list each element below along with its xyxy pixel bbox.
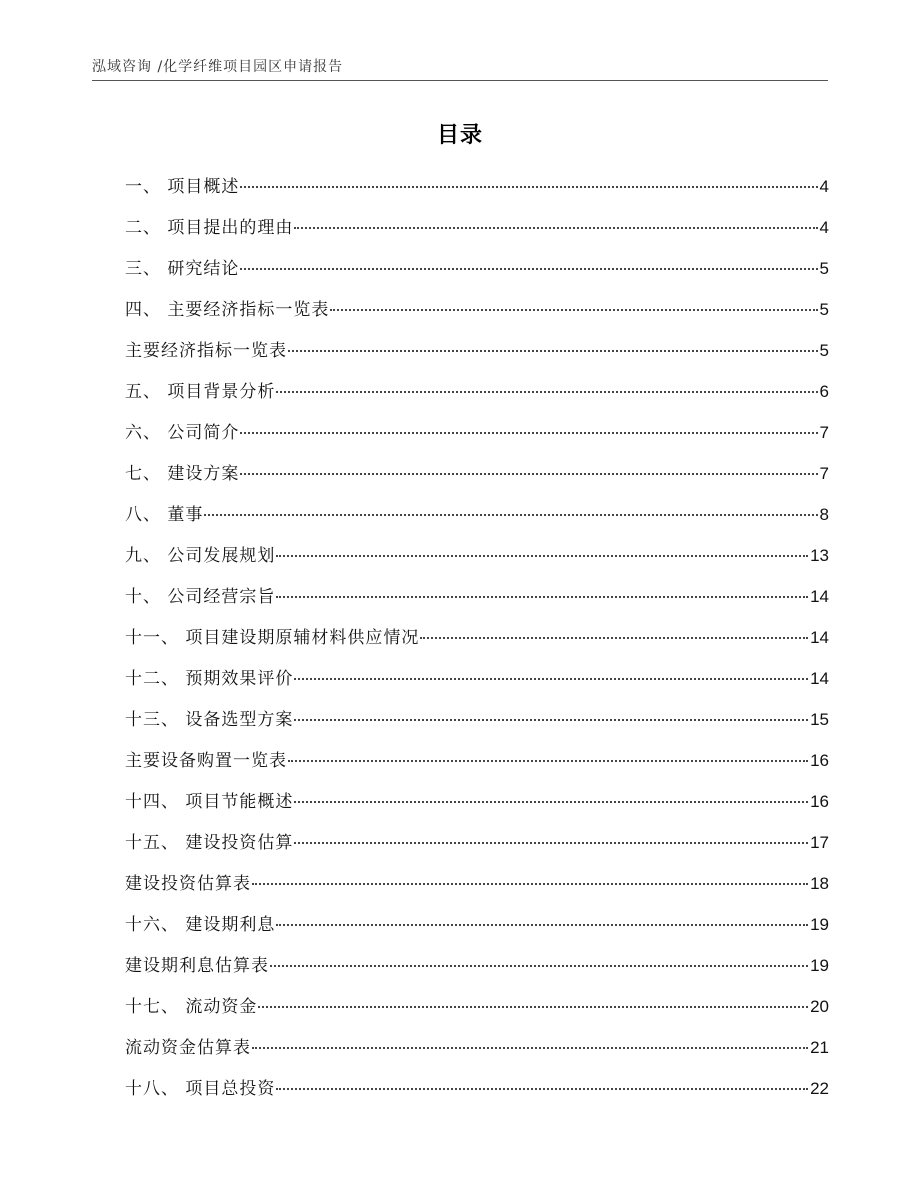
header-rule: [92, 80, 828, 81]
toc-title: 目录: [436, 123, 483, 148]
toc-entry-label: 九、 公司发展规划: [125, 546, 276, 566]
toc-entry-page: 15: [810, 710, 829, 729]
dot-leader: [258, 1006, 808, 1008]
toc-entry-page: 21: [810, 1038, 829, 1057]
toc-entry-label: 一、 项目概述: [125, 177, 240, 197]
toc-entry[interactable]: [125, 581, 829, 622]
toc-entry-page: 7: [819, 423, 829, 442]
toc-entry-page: 16: [810, 751, 829, 770]
toc-entry-label: 十一、 项目建设期原辅材料供应情况: [125, 628, 420, 648]
dot-leader: [294, 842, 808, 844]
dot-leader: [276, 391, 817, 393]
toc-entry-page: 19: [810, 956, 829, 975]
toc-entry-page: 18: [810, 874, 829, 893]
toc-entry-label: 十七、 流动资金: [125, 997, 258, 1017]
dot-leader: [276, 596, 808, 598]
toc-entry[interactable]: [125, 950, 829, 991]
dot-leader: [240, 268, 817, 270]
toc-entry-label: 主要经济指标一览表: [125, 341, 287, 361]
toc-entry-label: 八、 董事: [125, 505, 204, 525]
toc-entry[interactable]: [125, 171, 829, 212]
toc-entry-label: 七、 建设方案: [125, 464, 240, 484]
dot-leader: [294, 719, 808, 721]
toc-entry-label: 流动资金估算表: [125, 1038, 251, 1058]
toc-entry-label: 十四、 项目节能概述: [125, 792, 294, 812]
dot-leader: [294, 801, 808, 803]
dot-leader: [420, 637, 808, 639]
toc-entry[interactable]: [125, 540, 829, 581]
dot-leader: [288, 350, 818, 352]
dot-leader: [288, 760, 808, 762]
dot-leader: [270, 965, 808, 967]
toc-entry[interactable]: [125, 909, 829, 950]
toc-entry[interactable]: [125, 417, 829, 458]
dot-leader: [294, 678, 808, 680]
toc-entry-page: 6: [819, 382, 829, 401]
dot-leader: [276, 924, 808, 926]
toc-entry[interactable]: [125, 1073, 829, 1114]
toc-entry-page: 17: [810, 833, 829, 852]
dot-leader: [276, 1088, 808, 1090]
dot-leader: [252, 883, 808, 885]
toc-entry-page: 19: [810, 915, 829, 934]
toc-entry-label: 主要设备购置一览表: [125, 751, 287, 771]
toc-entry[interactable]: [125, 335, 829, 376]
toc-entry-page: 14: [810, 628, 829, 647]
toc-entry[interactable]: [125, 622, 829, 663]
toc-entry[interactable]: [125, 745, 829, 786]
dot-leader: [240, 186, 817, 188]
toc-entry[interactable]: [125, 786, 829, 827]
toc-entry-page: 20: [810, 997, 829, 1016]
toc-entry[interactable]: [125, 294, 829, 335]
dot-leader: [294, 227, 817, 229]
toc-entry[interactable]: [125, 704, 829, 745]
toc-entry-page: 14: [810, 669, 829, 688]
toc-entry[interactable]: [125, 499, 829, 540]
toc-entry-page: 8: [819, 505, 829, 524]
toc-entry-label: 四、 主要经济指标一览表: [125, 300, 330, 320]
toc-entry-label: 十三、 设备选型方案: [125, 710, 294, 730]
toc-entry-label: 建设投资估算表: [125, 874, 251, 894]
dot-leader: [330, 309, 817, 311]
toc-entry-page: 13: [810, 546, 829, 565]
toc-entry-label: 三、 研究结论: [125, 259, 240, 279]
toc-entry-label: 十二、 预期效果评价: [125, 669, 294, 689]
toc-entry[interactable]: [125, 868, 829, 909]
dot-leader: [252, 1047, 808, 1049]
toc-entry-page: 4: [819, 177, 829, 196]
toc-entry-page: 7: [819, 464, 829, 483]
toc-entry-label: 五、 项目背景分析: [125, 382, 276, 402]
running-header: 泓域咨询 /化学纤维项目园区申请报告: [92, 59, 344, 75]
toc-entry[interactable]: [125, 458, 829, 499]
toc-entry-label: 十、 公司经营宗旨: [125, 587, 276, 607]
toc-entry-label: 二、 项目提出的理由: [125, 218, 294, 238]
toc-entry-page: 16: [810, 792, 829, 811]
toc-list: [125, 171, 829, 1114]
dot-leader: [240, 432, 817, 434]
toc-entry[interactable]: [125, 1032, 829, 1073]
toc-entry[interactable]: [125, 663, 829, 704]
toc-entry[interactable]: [125, 827, 829, 868]
dot-leader: [204, 514, 817, 516]
toc-entry-page: 4: [819, 218, 829, 237]
dot-leader: [240, 473, 817, 475]
toc-entry-page: 5: [819, 259, 829, 278]
toc-entry-page: 14: [810, 587, 829, 606]
dot-leader: [276, 555, 808, 557]
toc-entry-label: 六、 公司简介: [125, 423, 240, 443]
toc-entry-page: 5: [819, 341, 829, 360]
toc-entry[interactable]: [125, 253, 829, 294]
toc-entry[interactable]: [125, 212, 829, 253]
toc-entry-page: 22: [810, 1079, 829, 1098]
toc-entry-label: 十六、 建设期利息: [125, 915, 276, 935]
toc-entry-page: 5: [819, 300, 829, 319]
toc-entry-label: 建设期利息估算表: [125, 956, 269, 976]
toc-entry[interactable]: [125, 376, 829, 417]
toc-entry-label: 十五、 建设投资估算: [125, 833, 294, 853]
toc-entry-label: 十八、 项目总投资: [125, 1079, 276, 1099]
toc-entry[interactable]: [125, 991, 829, 1032]
